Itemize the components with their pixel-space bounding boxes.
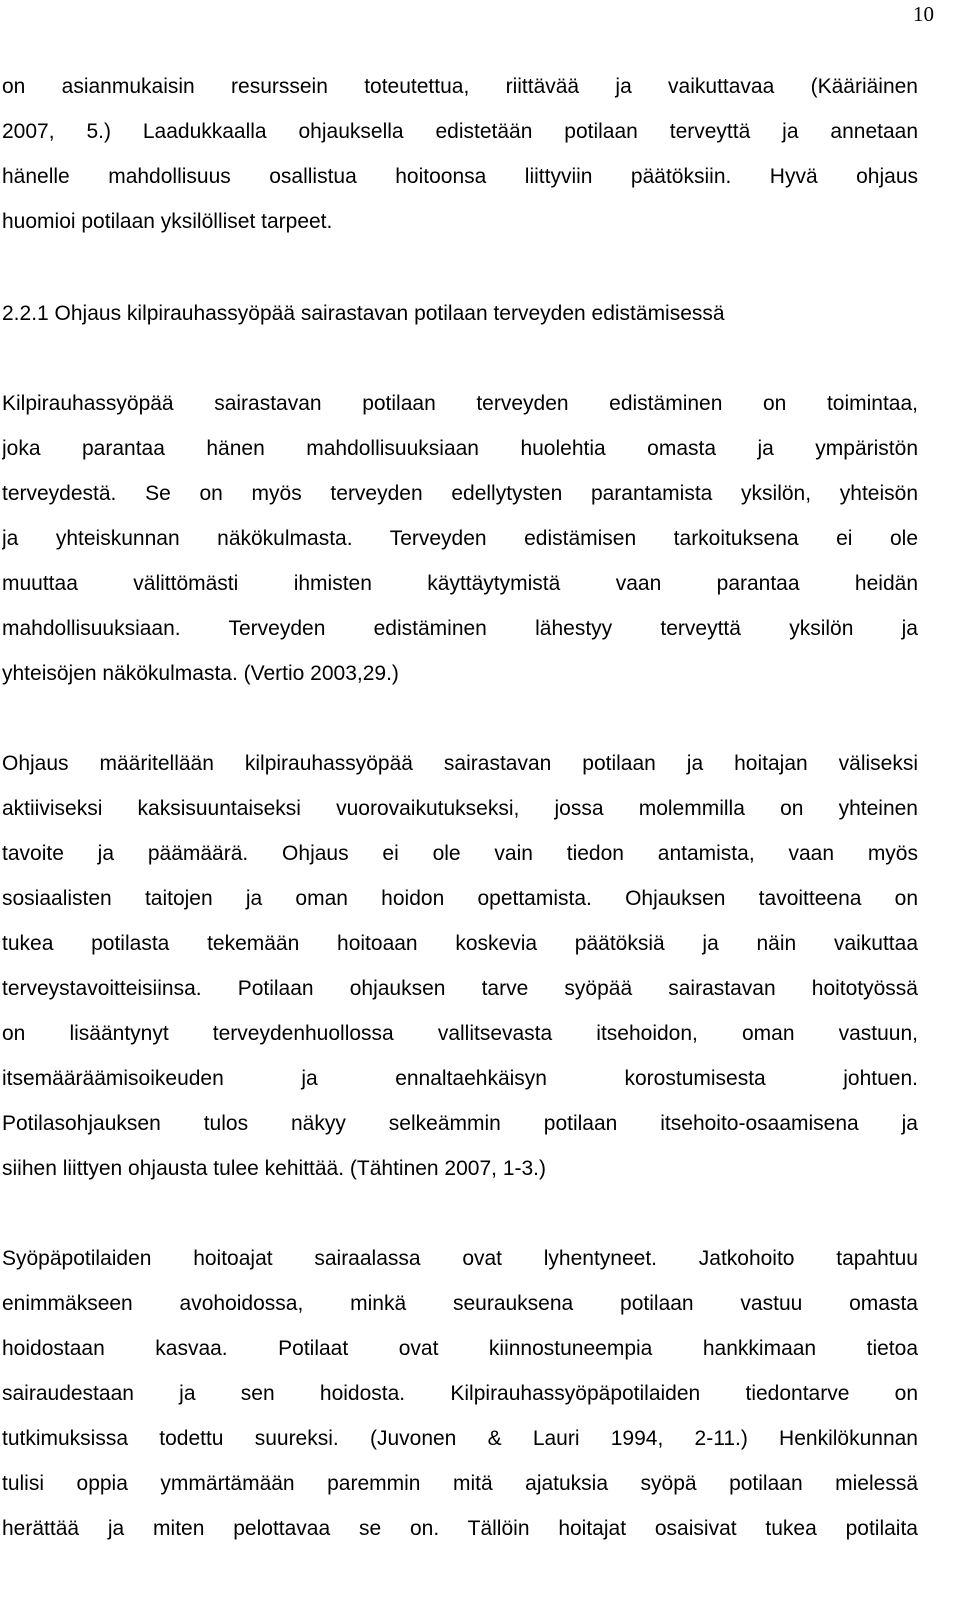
text-line: tukea potilasta tekemään hoitoaan koskevia päätöksiä ja näin vaikuttaa: [2, 932, 918, 955]
intro-paragraph: [2, 64, 918, 244]
text-line: Syöpäpotilaiden hoitoajat sairaalassa ovat lyhentyneet. Jatkohoito tapahtuu: [2, 1247, 918, 1270]
paragraph-spacer: [2, 1191, 918, 1236]
text-line: sosiaalisten taitojen ja oman hoidon opettamista. Ohjauksen tavoitteena on: [2, 887, 918, 910]
text-line: muuttaa välittömästi ihmisten käyttäytymistä vaan parantaa heidän: [2, 572, 918, 595]
text-line: huomioi potilaan yksilölliset tarpeet.: [2, 210, 333, 233]
text-line: on asianmukaisin resurssein toteutettua, riittävää ja vaikuttavaa (Kääriäinen: [2, 75, 918, 98]
text-line: 2007, 5.) Laadukkaalla ohjauksella edistetään potilaan terveyttä ja annetaan: [2, 120, 918, 143]
paragraph-spacer: [2, 244, 918, 289]
text-line: siihen liittyen ohjausta tulee kehittää. (Tähtinen 2007, 1-3.): [2, 1157, 547, 1180]
text-line: sairaudestaan ja sen hoidosta. Kilpirauhassyöpäpotilaiden tiedontarve on: [2, 1382, 918, 1405]
paragraph-care-times: [2, 1236, 918, 1551]
paragraph-spacer: [2, 696, 918, 741]
page-number: 10: [913, 2, 934, 26]
text-line: yhteisöjen näkökulmasta. (Vertio 2003,29.): [2, 662, 399, 685]
paragraph-guidance-definition: [2, 741, 918, 1191]
text-line: enimmäkseen avohoidossa, minkä seurauksena potilaan vastuu omasta: [2, 1292, 918, 1315]
paragraph-health-promotion: [2, 381, 918, 696]
text-line: on lisääntynyt terveydenhuollossa vallitsevasta itsehoidon, oman vastuun,: [2, 1022, 918, 1045]
text-line: hoidostaan kasvaa. Potilaat ovat kiinnostuneempia hankkimaan tietoa: [2, 1337, 918, 1360]
text-line: terveydestä. Se on myös terveyden edellytysten parantamista yksilön, yhteisön: [2, 482, 918, 505]
document-body: [2, 64, 918, 1551]
text-line: tulisi oppia ymmärtämään paremmin mitä ajatuksia syöpä potilaan mielessä: [2, 1472, 918, 1495]
text-line: herättää ja miten pelottavaa se on. Tällöin hoitajat osaisivat tukea potilaita: [2, 1517, 918, 1540]
text-line: ja yhteiskunnan näkökulmasta. Terveyden edistämisen tarkoituksena ei ole: [2, 527, 918, 550]
text-line: tutkimuksissa todettu suureksi. (Juvonen & Lauri 1994, 2-11.) Henkilökunnan: [2, 1427, 918, 1450]
text-line: itsemääräämisoikeuden ja ennaltaehkäisyn korostumisesta johtuen.: [2, 1067, 918, 1090]
text-line: joka parantaa hänen mahdollisuuksiaan huolehtia omasta ja ympäristön: [2, 437, 918, 460]
text-line: tavoite ja päämäärä. Ohjaus ei ole vain tiedon antamista, vaan myös: [2, 842, 918, 865]
paragraph-spacer: [2, 336, 918, 381]
text-line: aktiiviseksi kaksisuuntaiseksi vuorovaikutukseksi, jossa molemmilla on yhteinen: [2, 797, 918, 820]
text-line: Potilasohjauksen tulos näkyy selkeämmin potilaan itsehoito-osaamisena ja: [2, 1112, 918, 1135]
text-line: hänelle mahdollisuus osallistua hoitoonsa liittyviin päätöksiin. Hyvä ohjaus: [2, 165, 918, 188]
text-line: terveystavoitteisiinsa. Potilaan ohjauksen tarve syöpää sairastavan hoitotyössä: [2, 977, 918, 1000]
text-line: Ohjaus määritellään kilpirauhassyöpää sairastavan potilaan ja hoitajan väliseksi: [2, 752, 918, 775]
text-line: Kilpirauhassyöpää sairastavan potilaan terveyden edistäminen on toimintaa,: [2, 392, 918, 415]
section-heading: 2.2.1 Ohjaus kilpirauhassyöpää sairastavan potilaan terveyden edistämisessä: [2, 302, 725, 325]
text-line: mahdollisuuksiaan. Terveyden edistäminen lähestyy terveyttä yksilön ja: [2, 617, 918, 640]
